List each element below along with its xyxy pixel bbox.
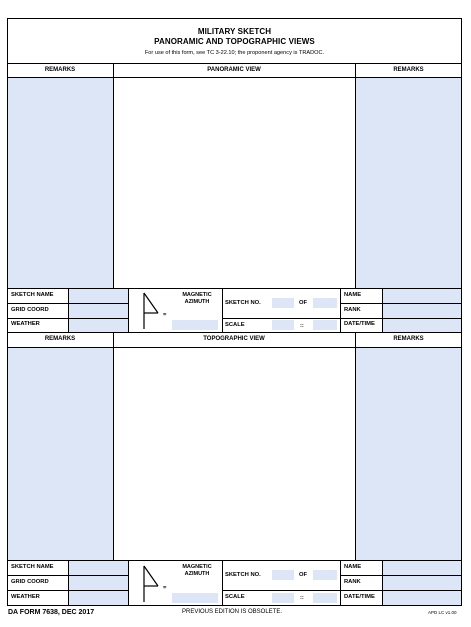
scale-field-right[interactable] [313, 320, 337, 330]
topographic-view-header: TOPOGRAPHIC VIEW [203, 336, 265, 342]
topographic-sketch-area[interactable] [114, 348, 355, 560]
scale-separator: :: [300, 323, 304, 329]
sketch-name-label: SKETCH NAME [11, 564, 54, 570]
date-time-label: DATE/TIME [344, 594, 375, 600]
rank-field[interactable] [383, 576, 461, 590]
version-label: APD LC v1.00 [428, 610, 457, 615]
sketch-no-field[interactable] [272, 570, 294, 580]
panoramic-remarks-right-field[interactable] [356, 78, 461, 288]
scale-field-right[interactable] [313, 593, 337, 603]
azimuth-equals: = [163, 585, 167, 591]
form-title-line1: MILITARY SKETCH [197, 27, 272, 36]
sketch-no-label: SKETCH NO. [225, 572, 261, 578]
sketch-name-field[interactable] [69, 289, 128, 303]
azimuth-equals: = [163, 312, 167, 318]
panoramic-remarks-left-header: REMARKS [44, 67, 76, 73]
date-time-label: DATE/TIME [344, 321, 375, 327]
name-field[interactable] [383, 289, 461, 303]
panoramic-view-header: PANORAMIC VIEW [207, 67, 261, 73]
grid-coord-label: GRID COORD [11, 307, 49, 313]
sketch-total-field[interactable] [313, 570, 337, 580]
of-label: OF [299, 300, 308, 306]
sketch-name-field[interactable] [69, 561, 128, 575]
north-arrow-icon [140, 564, 162, 604]
panoramic-remarks-right-header: REMARKS [393, 67, 424, 73]
panoramic-remarks-left-field[interactable] [8, 78, 113, 288]
form-number: DA FORM 7638, DEC 2017 [8, 609, 95, 616]
rank-field[interactable] [383, 304, 461, 318]
rank-label: RANK [344, 307, 361, 313]
name-label: NAME [344, 292, 362, 298]
form-title-line2: PANORAMIC AND TOPOGRAPHIC VIEWS [154, 37, 315, 46]
grid-coord-label: GRID COORD [11, 579, 49, 585]
magnetic-azimuth-field[interactable] [172, 320, 218, 330]
weather-label: WEATHER [11, 594, 40, 600]
weather-label: WEATHER [11, 321, 40, 327]
topographic-remarks-left-header: REMARKS [44, 336, 76, 342]
magnetic-azimuth-label: MAGNETIC AZIMUTH [182, 292, 212, 305]
north-arrow-icon [140, 291, 162, 331]
divider [340, 560, 341, 606]
sketch-total-field[interactable] [313, 298, 337, 308]
scale-label: SCALE [225, 322, 245, 328]
weather-field[interactable] [69, 591, 128, 605]
scale-field-left[interactable] [272, 320, 294, 330]
topographic-remarks-right-field[interactable] [356, 348, 461, 560]
divider [340, 288, 341, 332]
grid-coord-field[interactable] [69, 576, 128, 590]
scale-field-left[interactable] [272, 593, 294, 603]
topographic-remarks-right-header: REMARKS [393, 336, 424, 342]
magnetic-azimuth-field[interactable] [172, 593, 218, 603]
date-time-field[interactable] [383, 319, 461, 332]
divider [128, 560, 129, 606]
name-label: NAME [344, 564, 362, 570]
scale-label: SCALE [225, 594, 245, 600]
divider [128, 288, 129, 332]
of-label: OF [299, 572, 308, 578]
magnetic-azimuth-label: MAGNETIC AZIMUTH [182, 564, 212, 577]
date-time-field[interactable] [383, 591, 461, 605]
sketch-no-label: SKETCH NO. [225, 300, 261, 306]
sketch-name-label: SKETCH NAME [11, 292, 54, 298]
name-field[interactable] [383, 561, 461, 575]
scale-separator: :: [300, 595, 304, 601]
edition-note: PREVIOUS EDITION IS OBSOLETE. [182, 609, 283, 615]
divider [222, 560, 223, 606]
divider [222, 288, 223, 332]
panoramic-sketch-area[interactable] [114, 78, 355, 288]
form-subtitle: For use of this form, see TC 3-22.10; the proponent agency is TRADOC. [144, 50, 325, 56]
sketch-no-field[interactable] [272, 298, 294, 308]
grid-coord-field[interactable] [69, 304, 128, 318]
weather-field[interactable] [69, 319, 128, 332]
rank-label: RANK [344, 579, 361, 585]
topographic-remarks-left-field[interactable] [8, 348, 113, 560]
